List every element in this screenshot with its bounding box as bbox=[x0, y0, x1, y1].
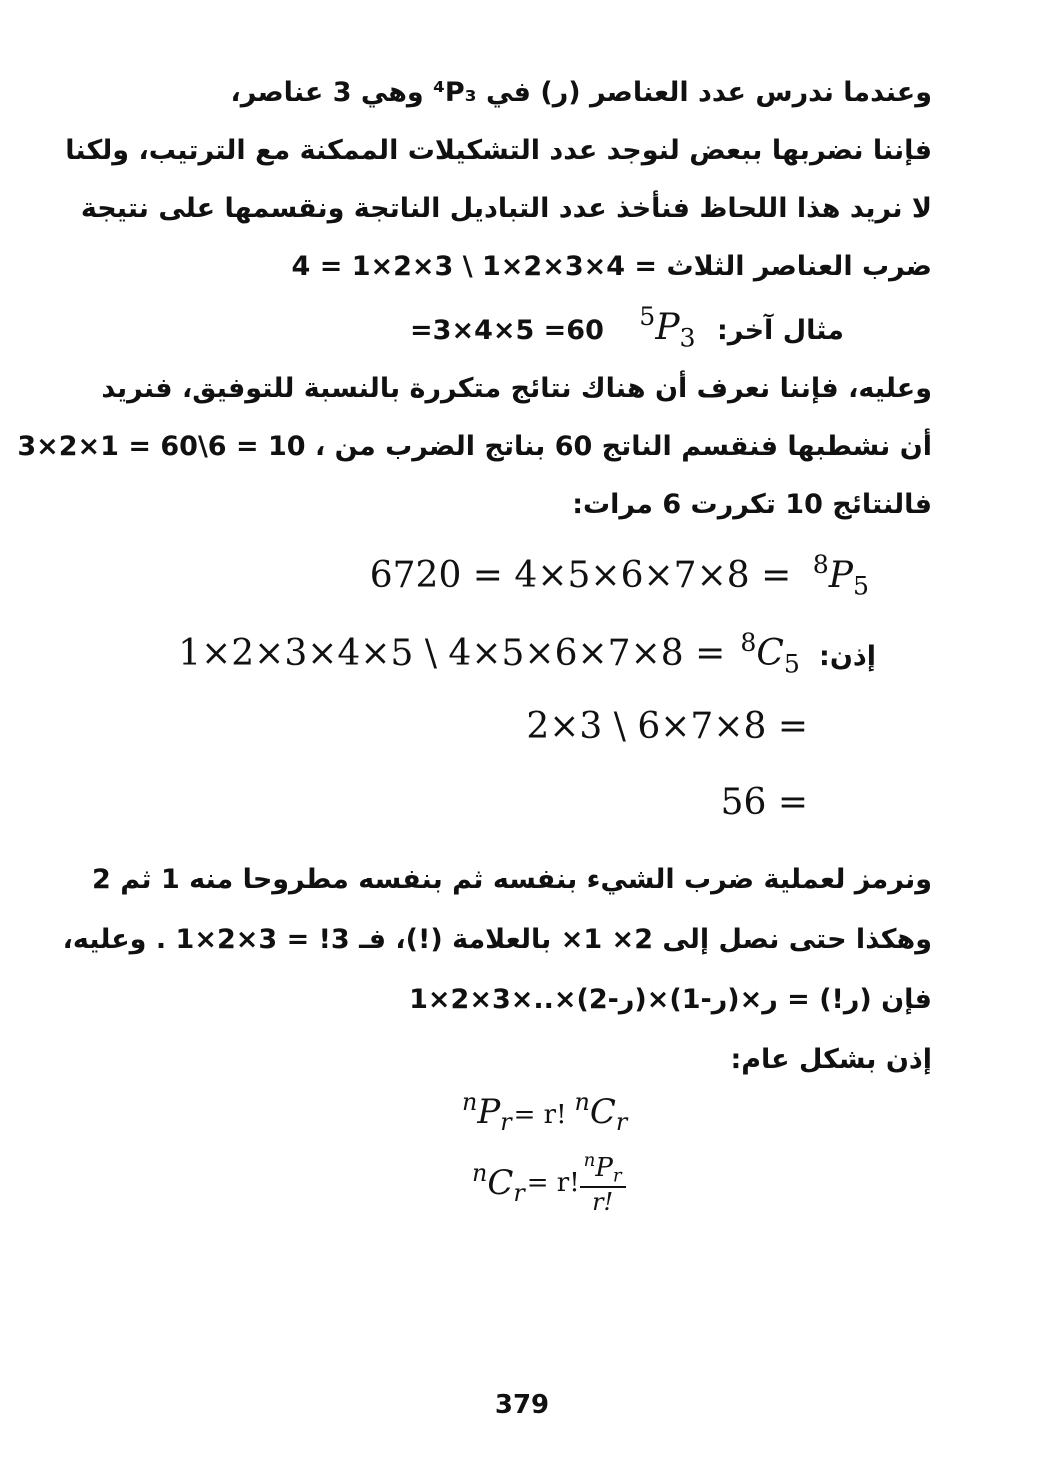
intro-line-4 bbox=[100, 238, 932, 296]
eq1-symbol: $^8P_5$ bbox=[812, 550, 869, 601]
eq1-rhs: = 8×7×6×5×4 = 6720 bbox=[369, 554, 792, 596]
gen2-mid: = r! bbox=[526, 1168, 580, 1199]
combination-line-2-formula: 3×2×1 = 60\6 = 10 ، bbox=[17, 431, 326, 462]
example-math bbox=[410, 302, 696, 352]
page-number: 379 bbox=[494, 1390, 550, 1420]
eq2-label: إذن: bbox=[819, 640, 876, 672]
general-equation-2 bbox=[472, 1150, 626, 1216]
general-equation-1 bbox=[462, 1088, 627, 1136]
factorial-line-3 bbox=[100, 970, 932, 1030]
gen2-denominator: r! bbox=[592, 1188, 614, 1217]
equation-result-56: = 56 bbox=[720, 782, 808, 823]
eq2-rhs: = 8×7×6×5×4 \ 5×4×3×2×1 bbox=[178, 632, 726, 674]
factorial-line-3-formula: ر×(ر-1)×(ر-2)×..×3×2×1 bbox=[409, 984, 778, 1015]
paragraph-combination bbox=[17, 360, 932, 534]
combination-line-3: فالنتائج 10 تكررت 6 مرات: bbox=[572, 489, 932, 520]
paragraph-intro bbox=[65, 64, 932, 296]
combination-line-2 bbox=[17, 418, 932, 476]
intro-line-3: لا نريد هذا اللحاظ فنأخذ عدد التباديل الناتجة ونقسمها على نتيجة bbox=[80, 193, 932, 224]
equation-permutation-8-5 bbox=[370, 550, 869, 600]
intro-line-1: وعندما ندرس عدد العناصر (ر) في ⁴P₃ وهي 3 عناصر، bbox=[230, 77, 932, 108]
factorial-line-3-text: فإن (ر!) = bbox=[777, 984, 932, 1015]
gen2-lhs: $^nC_r$ bbox=[472, 1159, 525, 1208]
example-formula: =3×4×5 =60 bbox=[410, 314, 604, 346]
factorial-line-2: وهكذا حتى نصل إلى 2× 1× بالعلامة (!)، فـ 3! = 3×2×1 . وعليه، bbox=[62, 924, 932, 955]
factorial-line-1: ونرمز لعملية ضرب الشيء بنفسه ثم بنفسه مطروحا منه 1 ثم 2 bbox=[92, 864, 932, 895]
intro-line-4-formula: 4 = 1×2×3 \ 1×2×3×4 bbox=[291, 251, 626, 282]
paragraph-factorial bbox=[62, 850, 932, 1090]
gen1-rhs: $^nC_r$ bbox=[574, 1088, 628, 1137]
eq2-symbol: $^8C_5$ bbox=[740, 628, 800, 679]
gen2-numerator: $^nP_r$ bbox=[580, 1150, 626, 1188]
example-permutation: $^5P_3$ bbox=[639, 302, 696, 353]
factorial-line-4: إذن بشكل عام: bbox=[730, 1044, 932, 1075]
gen1-mid: = r! bbox=[513, 1100, 567, 1131]
intro-line-4-text: ضرب العناصر الثلاث = bbox=[625, 251, 932, 282]
combination-line-2-text: أن نشطبها فنقسم الناتج 60 بناتج الضرب من bbox=[325, 431, 932, 462]
example-label: مثال آخر: bbox=[716, 314, 844, 346]
equation-combination-8-5 bbox=[178, 628, 876, 678]
gen2-fraction bbox=[580, 1150, 626, 1216]
example-line bbox=[410, 302, 844, 352]
intro-line-2: فإننا نضربها ببعض لنوجد عدد التشكيلات الممكنة مع الترتيب، ولكنا bbox=[65, 135, 932, 166]
combination-line-1: وعليه، فإننا نعرف أن هناك نتائج متكررة بالنسبة للتوفيق، فنريد bbox=[101, 373, 932, 404]
gen1-lhs: $^nP_r$ bbox=[462, 1088, 512, 1137]
equation-step-3: = 8×7×6 \ 3×2 bbox=[526, 706, 808, 747]
